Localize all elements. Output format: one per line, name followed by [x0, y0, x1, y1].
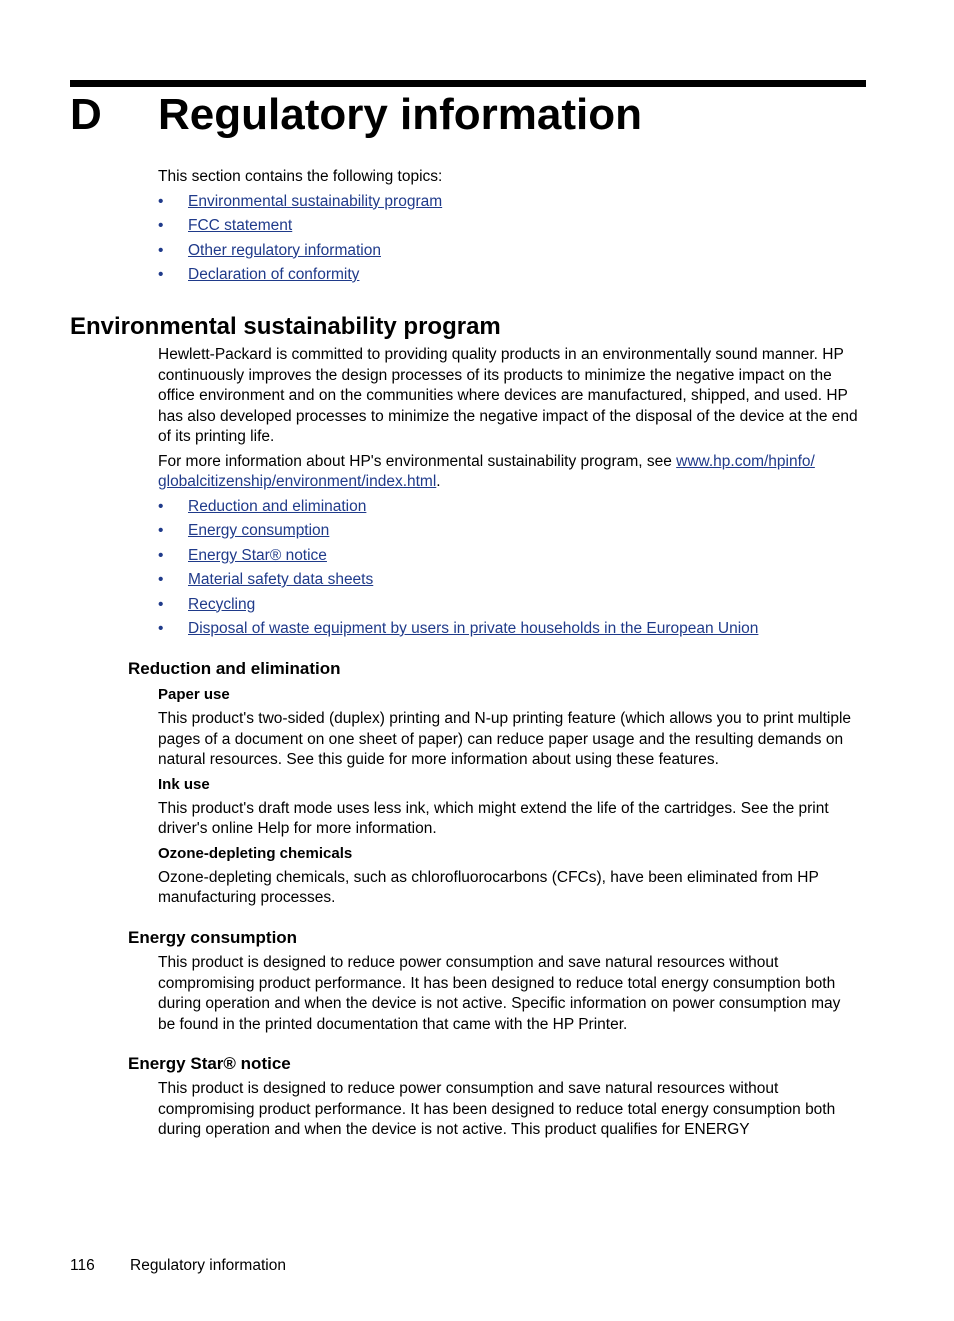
env-link-disposal-eu[interactable]: Disposal of waste equipment by users in private households in the European Union	[188, 620, 759, 637]
topic-list	[158, 192, 858, 290]
page-footer	[70, 1256, 286, 1276]
topic-item	[158, 265, 858, 290]
bullet: •	[158, 546, 164, 564]
paper-use-heading: Paper use	[158, 686, 230, 703]
energy-star-heading: Energy Star® notice	[128, 1054, 291, 1073]
energy-heading: Energy consumption	[128, 928, 298, 947]
chapter-rule	[70, 80, 866, 87]
env-topic-item	[158, 521, 858, 546]
chapter-letter: D	[70, 90, 102, 139]
env-paragraph-2-text: For more information about HP's environmental sustainability program, see	[158, 452, 677, 470]
env-topic-item	[158, 497, 858, 522]
energy-star-section	[158, 1079, 858, 1141]
bullet: •	[158, 620, 164, 637]
intro-text: This section contains the following topics:	[158, 168, 443, 185]
bullet: •	[158, 595, 164, 613]
topic-link-fcc[interactable]: FCC statement	[188, 217, 293, 234]
bullet: •	[158, 266, 164, 283]
bullet: •	[158, 571, 164, 588]
ozone-heading: Ozone-depleting chemicals	[158, 844, 353, 862]
footer-title: Regulatory information	[130, 1257, 286, 1274]
bullet: •	[158, 241, 164, 259]
env-topic-list	[158, 497, 858, 644]
ink-use-heading: Ink use	[158, 775, 210, 793]
bullet: •	[158, 522, 164, 539]
topic-link-other-regulatory[interactable]: Other regulatory information	[188, 241, 381, 259]
env-paragraph-2-end: .	[436, 473, 441, 490]
env-heading: Environmental sustainability program	[70, 313, 501, 340]
env-paragraph-2	[158, 452, 858, 493]
chapter-title: Regulatory information	[158, 90, 643, 139]
energy-text: This product is designed to reduce power consumption and save natural resources without compromising product performance. It has been designed to reduce total energy consumption both during operation and when the device is not active. Specific information on power consumption may be found in the printed documentation that came with the HP Printer.	[158, 954, 841, 1033]
reduction-section	[158, 685, 858, 909]
topic-link-declaration[interactable]: Declaration of conformity	[188, 266, 360, 283]
env-section	[158, 345, 858, 644]
energy-star-text: This product is designed to reduce power consumption and save natural resources without compromising product performance. It has been designed to reduce total energy consumption both during operation and when the device is not active. This product qualifies for ENERGY	[158, 1080, 836, 1138]
env-topic-item	[158, 619, 858, 644]
topic-item	[158, 241, 858, 266]
env-link-recycling[interactable]: Recycling	[188, 595, 256, 613]
intro-section	[158, 167, 858, 290]
hp-environment-link-line-2: globalcitizenship/environment/index.html	[158, 473, 437, 490]
topic-item	[158, 192, 858, 217]
env-paragraph-1: Hewlett-Packard is committed to providing quality products in an environmentally sound manner. HP continuously improves the design processes of its products to minimize the negative impact on the office environment and on the communities where devices are manufactured, shipped, and used. HP has also developed processes to minimize the negative impact of the disposal of the device at the end of its printing life.	[158, 346, 858, 445]
page-number: 116	[70, 1257, 95, 1274]
env-link-reduction[interactable]: Reduction and elimination	[188, 497, 367, 515]
env-link-msds[interactable]: Material safety data sheets	[188, 571, 374, 588]
bullet: •	[158, 192, 164, 210]
env-link-energy-consumption[interactable]: Energy consumption	[188, 522, 330, 539]
env-link-energy-star[interactable]: Energy Star® notice	[188, 546, 327, 564]
paper-use-text: This product's two-sided (duplex) printing and N-up printing feature (which allows you to print multiple pages of a document on one sheet of paper) can reduce paper usage and the resulting demands on natural resources. See this guide for more information about using these features.	[158, 710, 852, 768]
hp-environment-link-line-1: www.hp.com/hpinfo/	[676, 452, 815, 470]
reduction-heading: Reduction and elimination	[128, 659, 341, 678]
bullet: •	[158, 217, 164, 234]
env-topic-item	[158, 595, 858, 620]
bullet: •	[158, 497, 164, 515]
topic-item	[158, 216, 858, 241]
ozone-text: Ozone-depleting chemicals, such as chlorofluorocarbons (CFCs), have been eliminated from HP manufacturing processes.	[158, 868, 819, 906]
env-topic-item	[158, 546, 858, 571]
topic-link-environmental[interactable]: Environmental sustainability program	[188, 192, 443, 210]
env-topic-item	[158, 570, 858, 595]
energy-section	[158, 953, 858, 1035]
ink-use-text: This product's draft mode uses less ink, which might extend the life of the cartridges. See the print driver's online Help for more information.	[158, 799, 829, 837]
